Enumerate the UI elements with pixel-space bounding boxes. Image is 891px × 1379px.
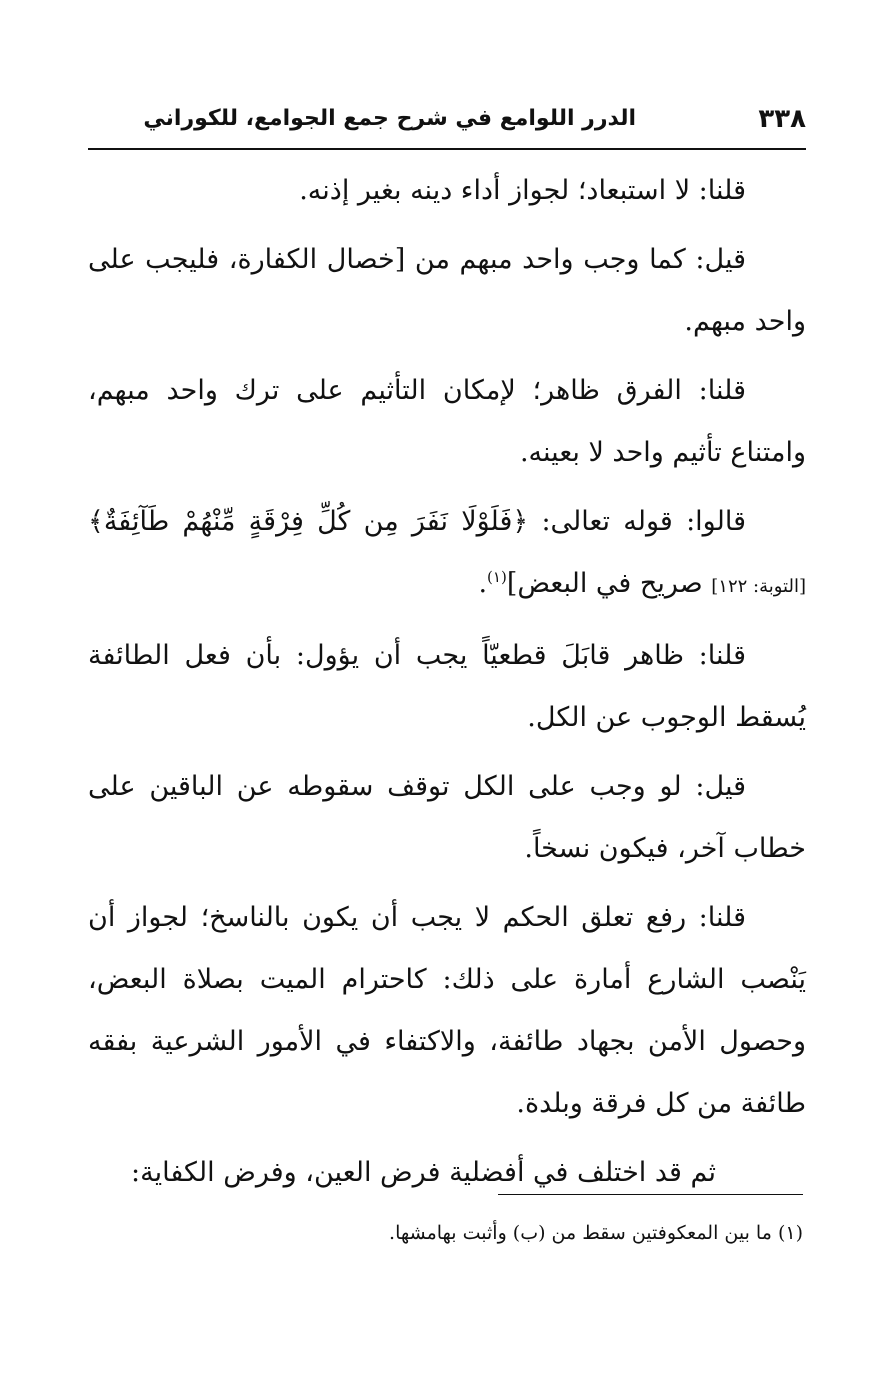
- paragraph-4-tail: صريح في البعض]: [506, 568, 703, 599]
- paragraph-1: قلنا: لا استبعاد؛ لجواز أداء دينه بغير إذنه.: [299, 175, 746, 206]
- paragraph-3: قلنا: الفرق ظاهر؛ لإمكان التأثيم على ترك واحد مبهم، وامتناع تأثيم واحد لا بعينه.: [88, 375, 806, 468]
- verse-citation: [التوبة: ١٢٢]: [711, 576, 806, 597]
- paragraph-8: ثم قد اختلف في أفضلية فرض العين، وفرض الكفاية:: [131, 1157, 716, 1188]
- header-divider: [88, 148, 806, 150]
- footnote-divider: [498, 1194, 803, 1195]
- paragraph-7: قلنا: رفع تعلق الحكم لا يجب أن يكون بالناسخ؛ لجواز أن يَنْصب الشارع أمارة على ذلك: كاحترام الميت بصلاة البعض، وحصول الأمن بجهاد طائفة، والاكتفاء في الأمور الشرعية بفقه طائفة من كل فرقة وبلدة.: [88, 902, 806, 1119]
- paragraph-6: قيل: لو وجب على الكل توقف سقوطه عن الباقين على خطاب آخر، فيكون نسخاً.: [88, 771, 806, 864]
- page-header: [88, 100, 806, 150]
- footnote: (١) ما بين المعكوفتين سقط من (ب) وأثبت بهامشها.: [389, 1222, 803, 1244]
- quran-verse: ﴿فَلَوْلَا نَفَرَ مِن كُلِّ فِرْقَةٍ مِّنْهُمْ طَآئِفَةٌ﴾: [88, 506, 529, 537]
- paragraph-4-end: .: [478, 568, 488, 599]
- paragraph-5: قلنا: ظاهر قابَلَ قطعيّاً يجب أن يؤول: بأن فعل الطائفة يُسقط الوجوب عن الكل.: [88, 640, 806, 733]
- page-number: ٣٣٨: [758, 104, 806, 134]
- main-text: [88, 160, 806, 1211]
- paragraph-4: [88, 491, 806, 618]
- paragraph-4-lead: قالوا: قوله تعالى:: [528, 506, 746, 537]
- running-title: الدرر اللوامع في شرح جمع الجوامع، للكوراني: [143, 106, 636, 131]
- paragraph-2: قيل: كما وجب واحد مبهم من [خصال الكفارة، فليجب على واحد مبهم.: [88, 244, 806, 337]
- footnote-reference[interactable]: (١): [487, 568, 507, 586]
